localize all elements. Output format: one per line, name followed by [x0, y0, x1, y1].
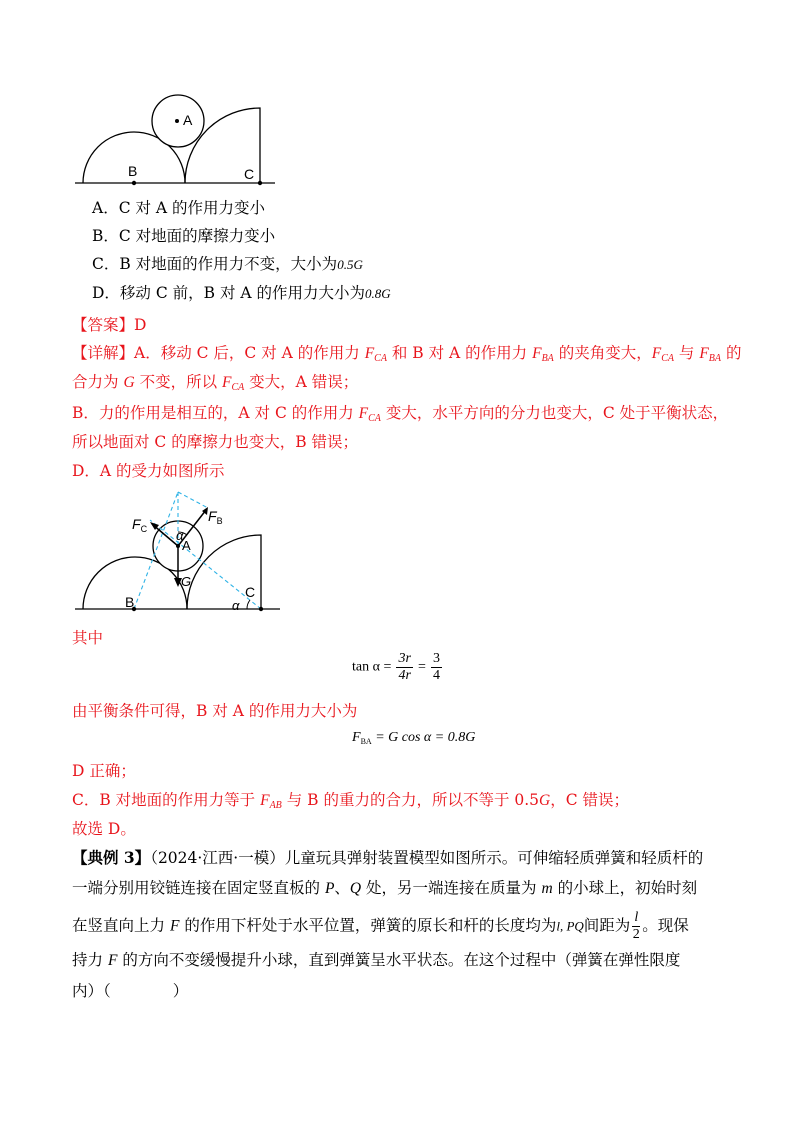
- option-c-value: 0.5G: [337, 257, 363, 272]
- equation-body: = G cos α = 0.8G: [371, 730, 476, 745]
- symbol-F: F: [364, 345, 375, 362]
- tan-equation: [352, 651, 442, 684]
- subscript-BA: BA: [541, 353, 554, 364]
- calc-where: 其中: [72, 629, 104, 647]
- subscript-AB: AB: [269, 800, 282, 811]
- symbol-G: G: [539, 792, 551, 809]
- example3-text: 、: [334, 879, 350, 897]
- detail-line-5: D．A 的受力如图所示: [72, 462, 225, 480]
- fraction-numerator: 3: [432, 651, 440, 666]
- detail-text: 合力为: [72, 373, 124, 391]
- detail-text: 不变，所以: [134, 373, 222, 391]
- detail-text: 与 B 的重力的合力，所以不等于 0.5: [281, 791, 540, 809]
- detail-text: 和 B 对 A 的作用力: [386, 344, 533, 362]
- symbol-F: F: [699, 345, 709, 362]
- symbol-F: F: [260, 792, 270, 809]
- example3-text: 的方向不变缓慢提升小球，直到弹簧呈水平状态。在这个过程中（弹簧在弹性限度: [117, 951, 681, 969]
- example3-text: 的小球上，初始时刻: [552, 879, 698, 897]
- example3-line-5: 内）（ ）: [72, 982, 189, 1000]
- option-c: [92, 254, 363, 275]
- symbol-F: F: [352, 730, 361, 745]
- point-C: [259, 607, 263, 611]
- example3-text: 一端分别用铰链连接在固定竖直板的: [72, 879, 325, 897]
- calc-c-line: [72, 790, 629, 816]
- equals-sign: =: [417, 659, 426, 675]
- detail-text: 的: [721, 344, 742, 362]
- symbol-G: G: [123, 374, 135, 391]
- subscript-CA: CA: [231, 382, 245, 393]
- label-alpha-C: α: [232, 598, 240, 613]
- detail-line-1: [72, 343, 741, 369]
- label-FB: $F_B$: [208, 508, 223, 526]
- force-equation: [352, 730, 475, 746]
- option-b: B．C 对地面的摩擦力变小: [92, 227, 276, 245]
- example3-text: 在竖直向上力: [72, 916, 170, 935]
- symbol-Q: Q: [349, 880, 362, 897]
- fraction-3r-4r: [396, 651, 412, 684]
- dashed-line-top-right: [178, 492, 208, 508]
- subscript-CA: CA: [374, 353, 387, 364]
- detail-line-4: 所以地面对 C 的摩擦力也变大，B 错误；: [72, 433, 359, 451]
- option-d-text: D．移动 C 前，B 对 A 的作用力大小为: [92, 284, 366, 302]
- label-alpha-top: α: [176, 528, 184, 543]
- answer-label: 【答案】: [72, 316, 135, 334]
- detail-line-2: [72, 372, 358, 398]
- label-FC: $F_C$: [132, 516, 148, 534]
- example3-text: 持力: [72, 951, 108, 969]
- example3-line-1: [72, 848, 703, 868]
- calc-balance: 由平衡条件可得，B 对 A 的作用力大小为: [72, 702, 358, 720]
- symbol-P: P: [324, 880, 335, 897]
- subscript-BA: BA: [708, 353, 722, 364]
- example3-line-3: [72, 910, 689, 943]
- fraction-denominator: 4r: [398, 668, 411, 683]
- point-B: [132, 181, 136, 185]
- symbol-F: F: [358, 405, 369, 422]
- label-B: B: [128, 163, 138, 179]
- symbol-F: F: [532, 345, 542, 362]
- calc-d-correct: D 正确；: [72, 762, 136, 780]
- answer-value: D: [134, 316, 147, 334]
- answer-line: [72, 315, 146, 335]
- fraction-denominator: 4: [432, 668, 440, 683]
- label-C: C: [244, 166, 255, 182]
- label-A: A: [182, 538, 191, 553]
- detail-label: 【详解】: [72, 344, 135, 362]
- detail-text: ，C 错误；: [550, 791, 630, 809]
- example3-line-4: [72, 950, 680, 971]
- example3-label: 【典例 3】: [72, 848, 151, 867]
- detail-line-3: [72, 403, 728, 429]
- symbol-F: F: [651, 345, 662, 362]
- detail-text: 变大，水平方向的分力也变大，C 处于平衡状态，: [380, 404, 729, 422]
- option-d-value: 0.8G: [365, 286, 391, 301]
- label-B: B: [125, 594, 135, 610]
- option-c-text: C．B 对地面的作用力不变，大小为: [92, 255, 338, 273]
- detail-text: 与: [673, 344, 700, 362]
- point-A: [176, 544, 180, 548]
- symbol-l-PQ: l, PQ: [556, 918, 584, 934]
- example3-text: 处，另一端连接在质量为: [361, 879, 542, 897]
- detail-text: 的夹角变大，: [553, 344, 652, 362]
- fraction-numerator: 3r: [398, 651, 411, 666]
- figure-1-diagram: [70, 90, 280, 190]
- example3-text: 的作用下杆处于水平位置，弹簧的原长和杆的长度均为: [179, 916, 557, 935]
- option-a: A．C 对 A 的作用力变小: [92, 199, 266, 217]
- detail-text: B．力的作用是相互的，A 对 C 的作用力: [72, 404, 359, 422]
- point-C: [258, 181, 262, 185]
- tan-label: tan α =: [352, 659, 392, 675]
- detail-text: 变大，A 错误；: [244, 373, 359, 391]
- fraction-l-over-2: [632, 910, 640, 943]
- subscript-BA: BA: [360, 737, 372, 746]
- example3-text: （2024·江西·一模）儿童玩具弹射装置模型如图所示。可伸缩轻质弹簧和轻质杆的: [150, 849, 704, 867]
- calc-choose: 故选 D。: [72, 820, 136, 838]
- label-C: C: [245, 584, 256, 600]
- symbol-F: F: [107, 952, 118, 969]
- subscript-CA: CA: [368, 413, 381, 424]
- fraction-denominator: 2: [632, 927, 640, 942]
- example3-text: 间距为: [583, 916, 631, 935]
- detail-text: A．移动 C 后，C 对 A 的作用力: [134, 344, 365, 362]
- symbol-m: m: [541, 880, 553, 897]
- fraction-numerator: l: [634, 910, 639, 925]
- example3-line-2: [72, 878, 697, 899]
- option-d: [92, 283, 391, 304]
- example3-text: 。现保: [642, 916, 689, 935]
- fraction-3-4: [431, 651, 442, 684]
- subscript-CA: CA: [661, 353, 674, 364]
- symbol-F: F: [222, 374, 232, 391]
- label-A: A: [183, 112, 193, 128]
- detail-text: C．B 对地面的作用力等于: [72, 791, 261, 809]
- label-G: G: [181, 574, 192, 589]
- ball-A-center: [175, 119, 179, 123]
- figure-2-force-diagram: [70, 488, 285, 618]
- angle-alpha-C-arc: [247, 600, 250, 609]
- symbol-F: F: [169, 917, 180, 935]
